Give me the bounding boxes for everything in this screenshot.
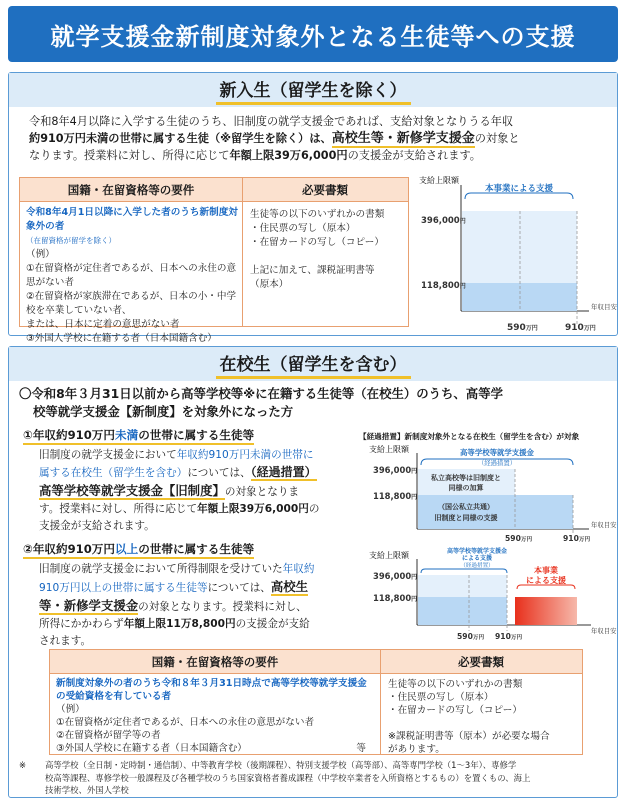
chart1-y-tick-118800: 118,800円 xyxy=(373,491,418,501)
requirements-note: （在留資格が留学を除く） xyxy=(26,236,116,245)
chart1-x-axis-label: 年収目安 xyxy=(591,521,617,529)
documents-line: 生徒等の以下のいずれかの書類 xyxy=(250,209,385,220)
table2-requirements-cell xyxy=(56,677,376,755)
table2-head-documents: 必要書類 xyxy=(380,650,582,674)
documents-cell xyxy=(250,208,406,292)
support-band-label: 本事業による支援 xyxy=(484,184,554,194)
chart2-band-title-3: （経過措置） xyxy=(460,563,494,569)
footnote xyxy=(19,759,609,797)
table2-requirements-line: （例） xyxy=(56,704,85,715)
page-title-bar xyxy=(8,6,618,62)
table2-documents-line: ※課税証明書等（原本）が必要な場合 xyxy=(388,731,550,742)
requirements-line: ③外国人学校に在籍する者（日本国籍含む） xyxy=(26,333,217,344)
table2-requirements-etc: 等 xyxy=(356,743,366,754)
intro-highlight-program: 高校生等・新修学支援金 xyxy=(331,131,475,146)
x-tick-590: 590万円 xyxy=(507,323,538,333)
current-students-heading: 在校生（留学生を含む） xyxy=(216,350,411,379)
new-students-support-chart xyxy=(413,173,617,333)
chart2-y-tick-118800: 118,800円 xyxy=(373,593,418,603)
chart2-x-axis-label: 年収目安 xyxy=(591,627,617,635)
new-students-heading: 新入生（留学生を除く） xyxy=(216,76,411,105)
chart2-band-title-2: による支援 xyxy=(461,555,493,562)
y-tick-118800: 118,800円 xyxy=(421,281,466,291)
chart2-bracket xyxy=(421,569,507,573)
y-axis-label: 支給上限額 xyxy=(419,176,459,185)
intro-line-2: 約910万円未満の世帯に属する生徒（※留学生を除く）は、 xyxy=(29,132,332,145)
lower-band xyxy=(462,283,577,311)
intro-line-3b: の支援金が支給されます。 xyxy=(347,149,481,162)
chart2-red-label-2: による支援 xyxy=(526,576,566,585)
intro-line-3: なります。授業料に対し、所得に応じて xyxy=(29,149,230,162)
current-students-lead xyxy=(19,385,609,421)
table2-requirements-line: ②在留資格が留学等の者 xyxy=(56,730,161,741)
documents-line: ・住民票の写し（原本） xyxy=(250,223,356,234)
chart1-box2-line1: （国公私立共通） xyxy=(438,503,494,511)
chart1-lower-band xyxy=(418,495,573,529)
chart1-caption: 【経過措置】新制度対象外となる在校生（留学生を含む）が対象 xyxy=(359,432,580,441)
new-students-requirements-table xyxy=(19,177,409,344)
lead-line-2: 校等就学支援金【新制度】を対象外になった方 xyxy=(33,404,294,419)
chart2-red-band xyxy=(515,597,577,625)
new-students-intro xyxy=(29,113,609,164)
case2-body: 旧制度の就学支援金において所得制限を受けていた年収約 910万円以上の世帯に属する生徒等については、高校生 等・新修学支援金の対象となります。授業料に対し、 所得にかかわらず年額上限11万8,800円の支援金が支給 されます。 xyxy=(39,563,315,647)
current-students-requirements-table xyxy=(49,649,583,755)
documents-line: 上記に加えて、課税証明書等 xyxy=(250,265,375,276)
y-tick-396000: 396,000円 xyxy=(421,216,466,226)
requirements-line: または、日本に定着の意思がない者 xyxy=(26,319,180,330)
intro-highlight-amount: 年額上限39万6,000円 xyxy=(229,149,348,162)
chart1-box2-line2: 旧制度と同様の支援 xyxy=(434,514,498,522)
chart1-y-axis-label: 支給上限額 xyxy=(369,445,409,454)
table2-documents-cell xyxy=(388,678,580,756)
chart2-red-bracket xyxy=(517,585,575,589)
case1-body: 旧制度の就学支援金において年収約910万円未満の世帯に 属する在校生（留学生を含む）については、（経過措置） 高等学校等就学支援金【旧制度】の対象となりま す。授業料に対し、所得に応じて年額上限39万6,000円の 支援金が支給されます。 xyxy=(39,449,320,532)
documents-line: ・在留カードの写し（コピー） xyxy=(250,237,384,248)
footnote-line: 高等学校（全日制・定時制・通信制）、中等教育学校（後期課程）、特別支援学校（高等部）、高等専門学校（1～3年）、専修学 xyxy=(45,760,517,770)
new-students-section xyxy=(8,72,618,344)
chart1-band-title: 高等学校等就学支援金 xyxy=(460,448,534,457)
chart1-x-tick-590: 590万円 xyxy=(505,534,533,543)
lead-line-1: 〇令和8年３月31日以前から高等学校等※に在籍する生徒等（在校生）のうち、高等学 xyxy=(19,386,503,401)
table2-documents-line: ・住民票の写し（原本） xyxy=(388,692,494,703)
over-910-support-chart xyxy=(359,547,615,643)
requirements-cell xyxy=(26,206,238,360)
chart1-y-tick-396000: 396,000円 xyxy=(373,465,418,475)
current-students-section xyxy=(8,346,618,798)
x-axis-label: 年収目安 xyxy=(591,303,617,311)
page-title: 就学支援金新制度対象外となる生徒等への支援 xyxy=(50,22,576,51)
x-tick-910: 910万円 xyxy=(565,323,596,333)
chart2-band-title-1: 高等学校等就学支援金 xyxy=(446,548,508,555)
chart1-box1-line2: 同様の加算 xyxy=(448,484,484,492)
requirements-line: ②在留資格が家族滞在であるが、日本の小・中学校を卒業していない者、 xyxy=(26,291,237,316)
footnote-line: 校高等課程、専修学校一般課程及び各種学校のうち国家資格者養成課程（中学校卒業者を入所資格とするもの）を置くもの、海上 xyxy=(45,772,531,783)
table-head-documents: 必要書類 xyxy=(242,178,408,202)
footnote-mark: ※ xyxy=(19,760,27,770)
chart2-x-tick-910: 910万円 xyxy=(495,632,523,641)
case1-title: ①年収約910万円未満の世帯に属する生徒等 xyxy=(23,427,254,445)
transitional-support-chart xyxy=(359,443,615,543)
chart2-lower-band xyxy=(418,597,507,625)
table2-head-requirements: 国籍・在留資格等の要件 xyxy=(50,650,380,674)
documents-line: （原本） xyxy=(250,279,289,290)
requirements-title: 令和8年4月1日以降に入学した者のうち新制度対象外の者 xyxy=(26,207,238,232)
chart1-band-sub: （経過措置） xyxy=(477,459,517,467)
new-students-heading-bar xyxy=(9,73,617,107)
footnote-line: 技術学校、外国人学校 xyxy=(45,785,129,795)
table2-documents-line: ・在留カードの写し（コピー） xyxy=(388,705,522,716)
table-head-requirements: 国籍・在留資格等の要件 xyxy=(20,178,242,202)
table2-documents-line: 生徒等の以下のいずれかの書類 xyxy=(388,679,523,690)
chart2-y-tick-396000: 396,000円 xyxy=(373,571,418,581)
table2-documents-line: があります。 xyxy=(388,744,445,755)
table2-requirements-line: ③外国人学校に在籍する者（日本国籍含む） xyxy=(56,743,247,754)
intro-line-1: 令和8年4月以降に入学する生徒のうち、旧制度の就学支援金であれば、支給対象となりうる年収 xyxy=(29,115,514,128)
chart2-x-tick-590: 590万円 xyxy=(457,632,485,641)
table2-divider xyxy=(380,650,381,754)
chart2-y-axis-label: 支給上限額 xyxy=(369,551,409,560)
table2-requirements-title: 新制度対象外の者のうち令和８年３月31日時点で高等学校等就学支援金の受給資格を有している者 xyxy=(56,678,367,702)
chart2-red-label-1: 本事業 xyxy=(534,566,558,575)
table2-requirements-line: ①在留資格が定住者であるが、日本への永住の意思がない者 xyxy=(56,717,315,728)
current-students-heading-bar xyxy=(9,347,617,381)
chart1-box1-line1: 私立高校等は旧制度と xyxy=(431,474,501,482)
requirements-line: ①在留資格が定住者であるが、日本への永住の意思がない者 xyxy=(26,263,237,288)
case2-title: ②年収約910万円以上の世帯に属する生徒等 xyxy=(23,541,254,559)
intro-line-2b: の対象と xyxy=(474,132,520,145)
chart1-x-tick-910: 910万円 xyxy=(563,534,591,543)
table-divider xyxy=(242,178,243,326)
requirements-line: （例） xyxy=(26,249,55,260)
